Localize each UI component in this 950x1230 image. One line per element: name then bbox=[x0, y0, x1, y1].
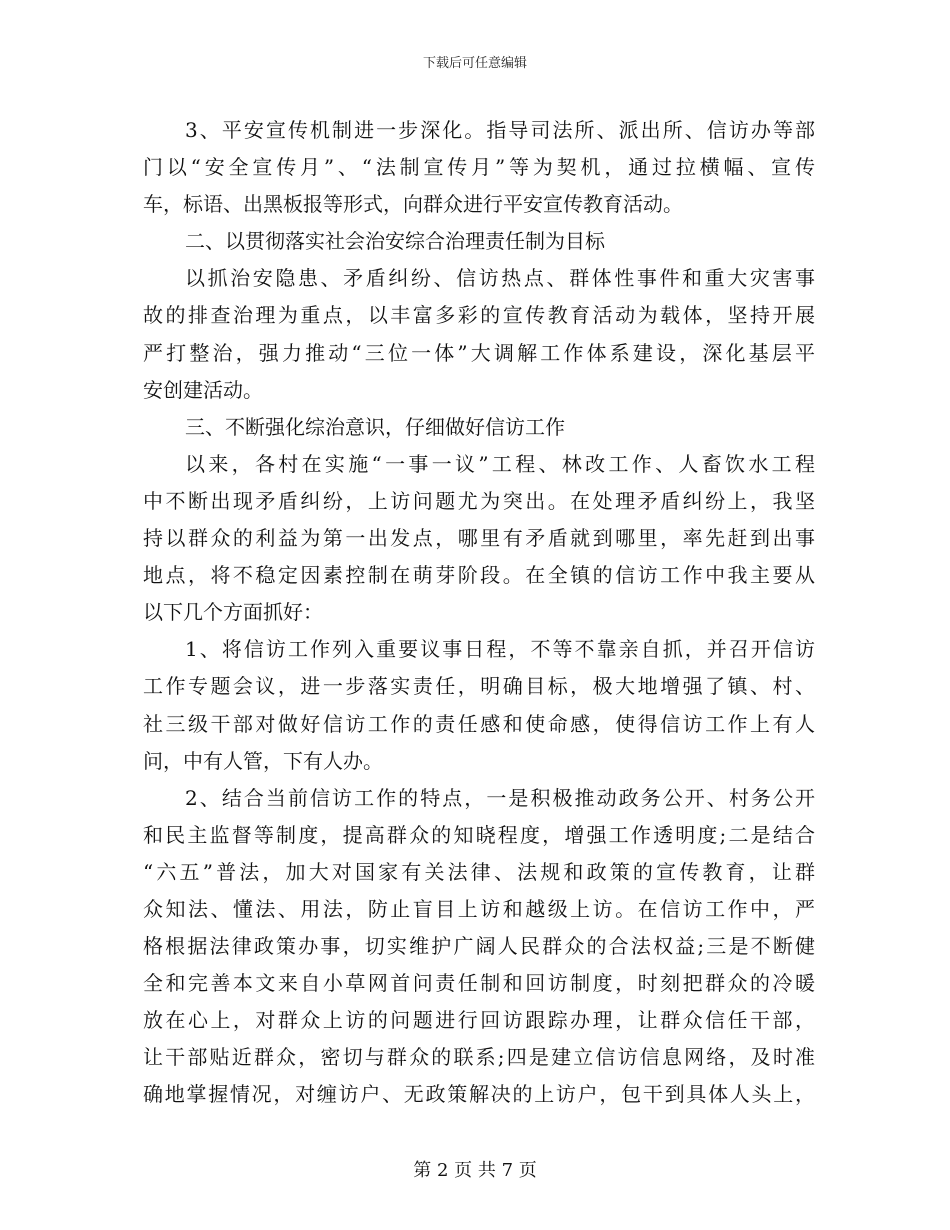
text-line: “六五”普法，加大对国家有关法律、法规和政策的宣传教育，让群 bbox=[143, 859, 815, 884]
text-line: 持以群众的利益为第一出发点，哪里有矛盾就到哪里，率先赶到出事 bbox=[143, 526, 815, 551]
text-line: 工作专题会议，进一步落实责任，明确目标，极大地增强了镇、村、 bbox=[143, 674, 815, 699]
text-line: 确地掌握情况，对缠访户、无政策解决的上访户，包干到具体人头上， bbox=[143, 1082, 815, 1107]
text-line: 二、以贯彻落实社会治安综合治理责任制为目标 bbox=[185, 229, 605, 254]
text-line: 格根据法律政策办事，切实维护广阔人民群众的合法权益;三是不断健 bbox=[143, 934, 815, 959]
text-line: 3、平安宣传机制进一步深化。指导司法所、派出所、信访办等部 bbox=[185, 118, 815, 142]
text-line: 门以“安全宣传月”、“法制宣传月”等为契机，通过拉横幅、宣传 bbox=[143, 155, 815, 180]
text-line: 中不断出现矛盾纠纷，上访问题尤为突出。在处理矛盾纠纷上，我坚 bbox=[143, 488, 815, 513]
text-line: 安创建活动。 bbox=[143, 377, 263, 402]
text-line: 以抓治安隐患、矛盾纠纷、信访热点、群体性事件和重大灾害事 bbox=[185, 266, 815, 291]
text-line: 以下几个方面抓好： bbox=[143, 600, 323, 625]
text-line: 三、不断强化综治意识，仔细做好信访工作 bbox=[185, 414, 565, 439]
text-line: 车，标语、出黑板报等形式，向群众进行平安宣传教育活动。 bbox=[143, 192, 683, 217]
text-line: 让干部贴近群众，密切与群众的联系;四是建立信访信息网络，及时准 bbox=[143, 1045, 815, 1070]
text-line: 地点，将不稳定因素控制在萌芽阶段。在全镇的信访工作中我主要从 bbox=[143, 563, 815, 588]
text-line: 严打整治，强力推动“三位一体”大调解工作体系建设，深化基层平 bbox=[143, 340, 815, 365]
text-line: 2、结合当前信访工作的特点，一是积极推动政务公开、村务公开 bbox=[185, 785, 815, 810]
text-line: 故的排查治理为重点，以丰富多彩的宣传教育活动为载体，坚持开展 bbox=[143, 303, 815, 328]
document-body bbox=[143, 112, 815, 1114]
text-line: 和民主监督等制度，提高群众的知晓程度，增强工作透明度;二是结合 bbox=[143, 822, 815, 847]
text-line: 以来，各村在实施“一事一议”工程、林改工作、人畜饮水工程 bbox=[185, 451, 815, 476]
text-line: 众知法、懂法、用法，防止盲目上访和越级上访。在信访工作中，严 bbox=[143, 896, 815, 921]
text-line: 放在心上，对群众上访的问题进行回访跟踪办理，让群众信任干部， bbox=[143, 1008, 815, 1033]
text-line: 社三级干部对做好信访工作的责任感和使命感，使得信访工作上有人 bbox=[143, 711, 815, 736]
page-header: 下载后可任意编辑 bbox=[422, 56, 527, 71]
text-line: 全和完善本文来自小草网首问责任制和回访制度，时刻把群众的冷暖 bbox=[143, 971, 815, 996]
page-number: 第 2 页 共 7 页 bbox=[413, 1160, 537, 1181]
text-line: 问，中有人管，下有人办。 bbox=[143, 748, 383, 773]
text-line: 1、将信访工作列入重要议事日程，不等不靠亲自抓，并召开信访 bbox=[185, 637, 815, 662]
